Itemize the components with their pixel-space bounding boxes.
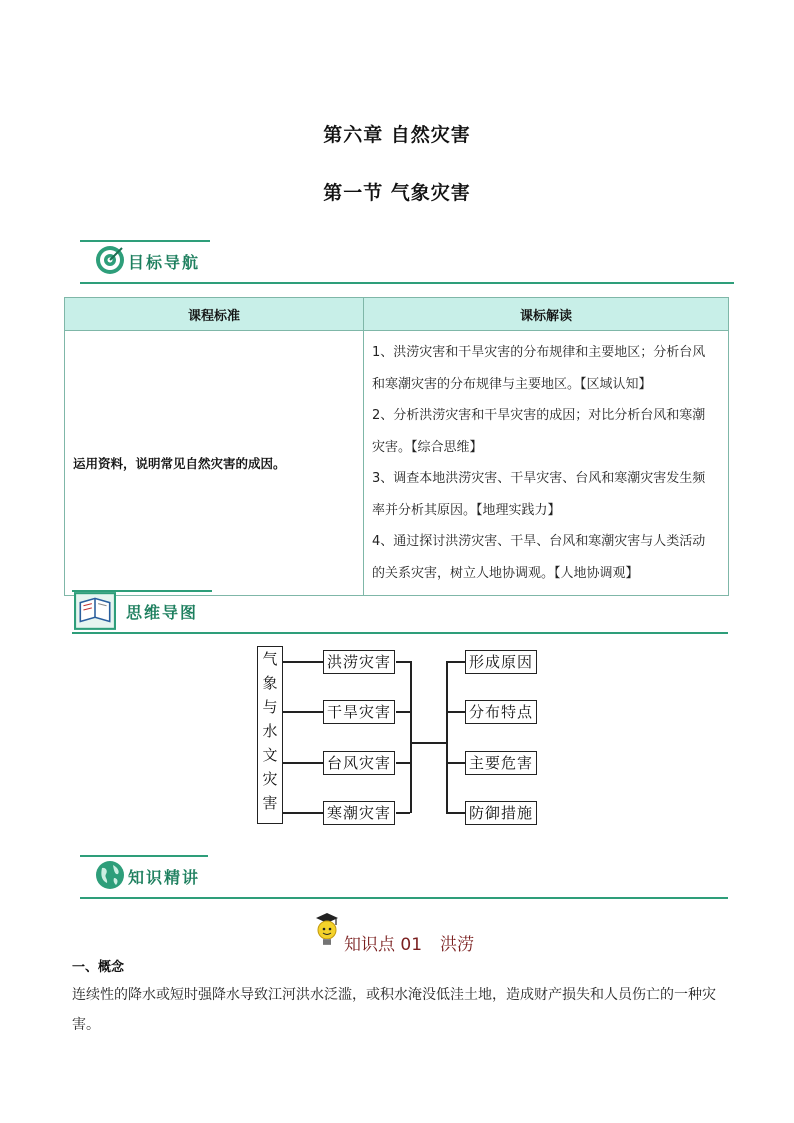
root-char: 象 <box>262 674 278 692</box>
knowledge-point-title <box>344 930 474 955</box>
interpretation-line: 灾害。【综合思维】 <box>372 439 483 455</box>
disaster-box-flood: 洪涝灾害 <box>323 650 395 674</box>
aspect-box-hazards: 主要危害 <box>465 751 537 775</box>
book-icon <box>74 592 116 630</box>
goal-nav-banner <box>80 240 734 284</box>
column-header-interpretation: 课标解读 <box>364 298 729 331</box>
connector-line <box>396 711 410 713</box>
column-header-standard: 课程标准 <box>65 298 364 331</box>
disaster-box-cold-wave: 寒潮灾害 <box>323 801 395 825</box>
interpretation-line: 2、分析洪涝灾害和干旱灾害的成因；对比分析台风和寒潮 <box>372 408 706 423</box>
interpretation-cell <box>364 331 729 596</box>
goal-table-row <box>65 331 729 596</box>
section-title: 第一节 气象灾害 <box>323 182 471 204</box>
globe-icon <box>94 859 126 891</box>
mind-map-label: 思维导图 <box>126 603 199 622</box>
concept-text: 连续性的降水或短时强降水导致江河洪水泛滥，或积水淹没低洼土地，造成财产损失和人员伤亡的一种灾害。 <box>72 987 716 1033</box>
connector-line <box>283 661 323 663</box>
bracket-line <box>446 661 448 813</box>
connector-line <box>446 812 465 814</box>
target-icon <box>94 244 126 276</box>
interpretation-line: 1、洪涝灾害和干旱灾害的分布规律和主要地区；分析台风 <box>372 345 706 360</box>
root-char: 水 <box>262 722 278 740</box>
connector-line <box>283 762 323 764</box>
scholar-lightbulb-icon <box>312 912 342 950</box>
interpretation-line: 4、通过探讨洪涝灾害、干旱、台风和寒潮灾害与人类活动 <box>372 534 706 549</box>
goal-table-header-row <box>65 298 729 331</box>
chapter-title: 第六章 自然灾害 <box>323 124 471 146</box>
root-char: 灾 <box>262 770 278 788</box>
root-char: 气 <box>262 650 278 668</box>
course-standard-cell: 运用资料，说明常见自然灾害的成因。 <box>65 331 364 596</box>
bracket-line <box>410 661 412 813</box>
interpretation-line: 和寒潮灾害的分布规律与主要地区。【区域认知】 <box>372 376 652 392</box>
connector-line <box>283 812 323 814</box>
root-char: 害 <box>262 794 278 812</box>
interpretation-line: 的关系灾害，树立人地协调观。【人地协调观】 <box>372 565 639 581</box>
interpretation-line: 率并分析其原因。【地理实践力】 <box>372 502 561 518</box>
knowledge-point-name: 洪涝 <box>440 935 475 955</box>
goal-table <box>64 297 729 596</box>
knowledge-point-number: 知识点 01 <box>344 935 423 955</box>
root-char: 与 <box>262 698 278 716</box>
root-char: 文 <box>262 746 278 764</box>
concept-heading: 一、概念 <box>72 960 125 975</box>
connector-line <box>396 812 410 814</box>
aspect-box-distribution: 分布特点 <box>465 700 537 724</box>
knowledge-banner <box>80 855 728 899</box>
connector-line <box>446 661 465 663</box>
connector-line <box>396 661 410 663</box>
aspect-box-causes: 形成原因 <box>465 650 537 674</box>
connector-line <box>446 762 465 764</box>
mind-map-root <box>257 646 283 824</box>
connector-line <box>446 711 465 713</box>
connector-line <box>396 762 410 764</box>
knowledge-label: 知识精讲 <box>128 868 201 887</box>
mind-map-banner <box>72 590 728 634</box>
disaster-box-typhoon: 台风灾害 <box>323 751 395 775</box>
connector-line <box>410 742 446 744</box>
aspect-box-prevention: 防御措施 <box>465 801 537 825</box>
goal-nav-label: 目标导航 <box>128 253 201 272</box>
disaster-box-drought: 干旱灾害 <box>323 700 395 724</box>
connector-line <box>283 711 323 713</box>
interpretation-line: 3、调查本地洪涝灾害、干旱灾害、台风和寒潮灾害发生频 <box>372 471 706 486</box>
